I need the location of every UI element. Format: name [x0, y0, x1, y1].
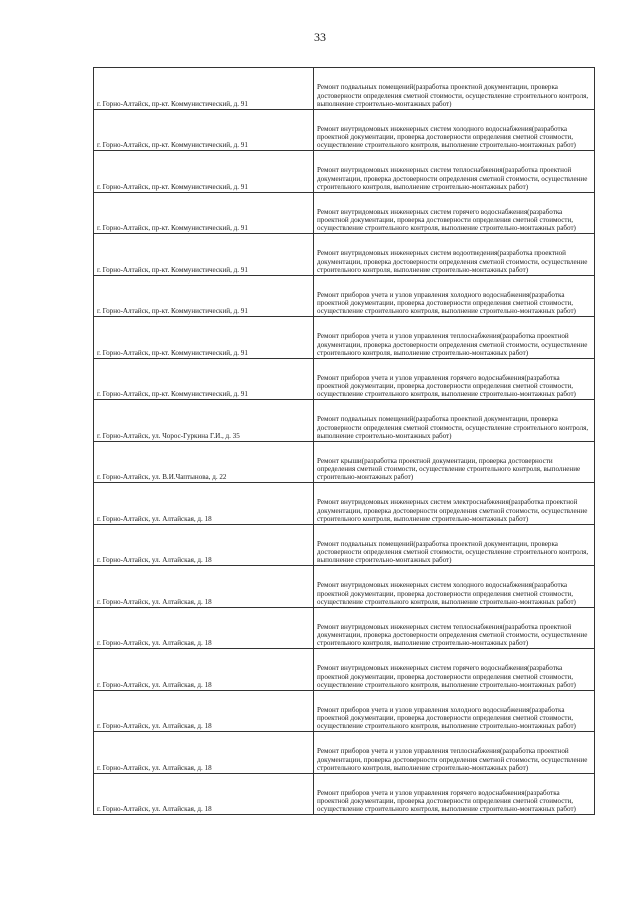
work-description-cell: Ремонт внутридомовых инженерных систем теплоснабжения(разработка проектной документации, проверка достоверности определения сметной стоимости, осуществление строительного контроля, выполнение строительно-монтажных работ): [314, 151, 595, 193]
address-cell: г. Горно-Алтайск, ул. Алтайская, д. 18: [94, 732, 314, 774]
table-row: [94, 358, 595, 400]
table-row: [94, 234, 595, 276]
work-description-cell: Ремонт крыши(разработка проектной документации, проверка достоверности определения сметной стоимости, осуществление строительного контроля, выполнение строительно-монтажных работ): [314, 441, 595, 483]
table-row: [94, 524, 595, 566]
table-row: [94, 317, 595, 359]
table-row: [94, 483, 595, 525]
table-row: [94, 151, 595, 193]
work-description-cell: Ремонт приборов учета и узлов управления горячего водоснабжения(разработка проектной документации, проверка достоверности определения сметной стоимости, осуществление строительного контроля, выполнение строительно-монтажных работ): [314, 358, 595, 400]
address-cell: г. Горно-Алтайск, ул. Алтайская, д. 18: [94, 690, 314, 732]
table-row: [94, 566, 595, 608]
work-description-cell: Ремонт внутридомовых инженерных систем водоотведения(разработка проектной документации, проверка достоверности определения сметной стоимости, осуществление строительного контроля, выполнение строительно-монтажных работ): [314, 234, 595, 276]
table-row: [94, 275, 595, 317]
address-cell: г. Горно-Алтайск, ул. Алтайская, д. 18: [94, 566, 314, 608]
work-description-cell: Ремонт подвальных помещений(разработка проектной документации, проверка достоверности определения сметной стоимости, осуществление строительного контроля, выполнение строительно-монтажных работ): [314, 68, 595, 110]
work-description-cell: Ремонт приборов учета и узлов управления холодного водоснабжения(разработка проектной документации, проверка достоверности определения сметной стоимости, осуществление строительного контроля, выполнение строительно-монтажных работ): [314, 690, 595, 732]
table-row: [94, 773, 595, 815]
address-cell: г. Горно-Алтайск, ул. Алтайская, д. 18: [94, 607, 314, 649]
table-row: [94, 649, 595, 691]
table-row: [94, 607, 595, 649]
work-description-cell: Ремонт приборов учета и узлов управления теплоснабжения(разработка проектной документации, проверка достоверности определения сметной стоимости, осуществление строительного контроля, выполнение строительно-монтажных работ): [314, 732, 595, 774]
table-row: [94, 690, 595, 732]
work-description-cell: Ремонт приборов учета и узлов управления теплоснабжения(разработка проектной документации, проверка достоверности определения сметной стоимости, осуществление строительного контроля, выполнение строительно-монтажных работ): [314, 317, 595, 359]
address-cell: г. Горно-Алтайск, ул. Алтайская, д. 18: [94, 773, 314, 815]
table-row: [94, 68, 595, 110]
table-row: [94, 400, 595, 442]
address-cell: г. Горно-Алтайск, пр-кт. Коммунистический, д. 91: [94, 275, 314, 317]
work-description-cell: Ремонт приборов учета и узлов управления холодного водоснабжения(разработка проектной документации, проверка достоверности определения сметной стоимости, осуществление строительного контроля, выполнение строительно-монтажных работ): [314, 275, 595, 317]
table-row: [94, 441, 595, 483]
address-cell: г. Горно-Алтайск, ул. Алтайская, д. 18: [94, 649, 314, 691]
address-cell: г. Горно-Алтайск, ул. Алтайская, д. 18: [94, 483, 314, 525]
works-table: [93, 67, 595, 815]
work-description-cell: Ремонт внутридомовых инженерных систем холодного водоснабжения(разработка проектной документации, проверка достоверности определения сметной стоимости, осуществление строительного контроля, выполнение строительно-монтажных работ): [314, 566, 595, 608]
work-description-cell: Ремонт внутридомовых инженерных систем горячего водоснабжения(разработка проектной документации, проверка достоверности определения сметной стоимости, осуществление строительного контроля, выполнение строительно-монтажных работ): [314, 192, 595, 234]
work-description-cell: Ремонт внутридомовых инженерных систем горячего водоснабжения(разработка проектной документации, проверка достоверности определения сметной стоимости, осуществление строительного контроля, выполнение строительно-монтажных работ): [314, 649, 595, 691]
work-description-cell: Ремонт подвальных помещений(разработка проектной документации, проверка достоверности определения сметной стоимости, осуществление строительного контроля, выполнение строительно-монтажных работ): [314, 524, 595, 566]
address-cell: г. Горно-Алтайск, пр-кт. Коммунистический, д. 91: [94, 109, 314, 151]
page-number: 33: [314, 30, 326, 44]
address-cell: г. Горно-Алтайск, пр-кт. Коммунистический, д. 91: [94, 192, 314, 234]
work-description-cell: Ремонт приборов учета и узлов управления горячего водоснабжения(разработка проектной документации, проверка достоверности определения сметной стоимости, осуществление строительного контроля, выполнение строительно-монтажных работ): [314, 773, 595, 815]
address-cell: г. Горно-Алтайск, ул. Чорос-Гуркина Г.И., д. 35: [94, 400, 314, 442]
table-row: [94, 109, 595, 151]
address-cell: г. Горно-Алтайск, пр-кт. Коммунистический, д. 91: [94, 234, 314, 276]
address-cell: г. Горно-Алтайск, пр-кт. Коммунистический, д. 91: [94, 68, 314, 110]
address-cell: г. Горно-Алтайск, ул. В.И.Чаптынова, д. 22: [94, 441, 314, 483]
table-row: [94, 732, 595, 774]
address-cell: г. Горно-Алтайск, пр-кт. Коммунистический, д. 91: [94, 151, 314, 193]
table-row: [94, 192, 595, 234]
address-cell: г. Горно-Алтайск, пр-кт. Коммунистический, д. 91: [94, 317, 314, 359]
work-description-cell: Ремонт внутридомовых инженерных систем теплоснабжения(разработка проектной документации, проверка достоверности определения сметной стоимости, осуществление строительного контроля, выполнение строительно-монтажных работ): [314, 607, 595, 649]
works-table-body: [94, 68, 595, 815]
address-cell: г. Горно-Алтайск, ул. Алтайская, д. 18: [94, 524, 314, 566]
work-description-cell: Ремонт внутридомовых инженерных систем холодного водоснабжения(разработка проектной документации, проверка достоверности определения сметной стоимости, осуществление строительного контроля, выполнение строительно-монтажных работ): [314, 109, 595, 151]
address-cell: г. Горно-Алтайск, пр-кт. Коммунистический, д. 91: [94, 358, 314, 400]
work-description-cell: Ремонт подвальных помещений(разработка проектной документации, проверка достоверности определения сметной стоимости, осуществление строительного контроля, выполнение строительно-монтажных работ): [314, 400, 595, 442]
work-description-cell: Ремонт внутридомовых инженерных систем электроснабжения(разработка проектной документации, проверка достоверности определения сметной стоимости, осуществление строительного контроля, выполнение строительно-монтажных работ): [314, 483, 595, 525]
